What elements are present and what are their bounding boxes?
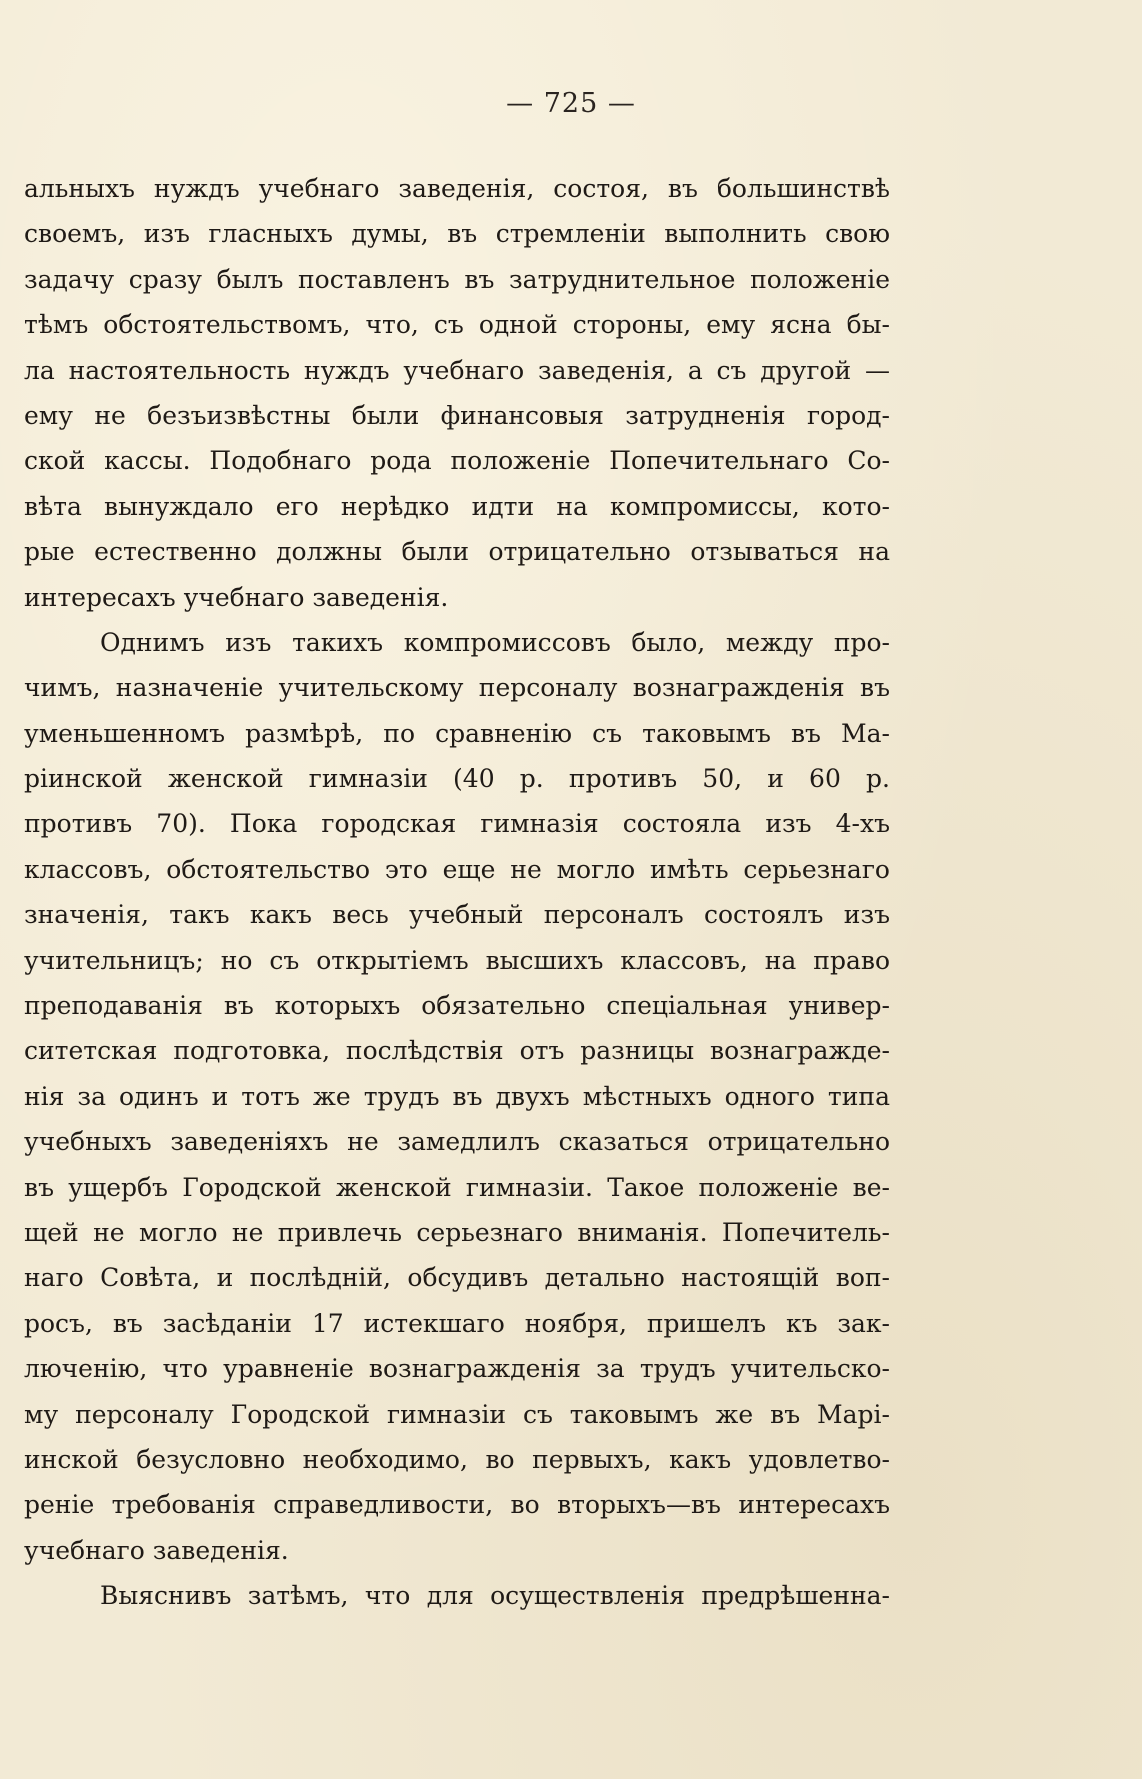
text-line: интересахъ учебнаго заведенія. xyxy=(24,582,449,612)
text-line: задачу сразу былъ поставленъ въ затруднительное положеніе xyxy=(24,264,890,294)
text-line: инской безусловно необходимо, во первыхъ, какъ удовлетво- xyxy=(24,1444,890,1474)
text-line: альныхъ нуждъ учебнаго заведенія, состоя, въ большинствѣ xyxy=(24,174,890,203)
text-line: учительницъ; но съ открытіемъ высшихъ классовъ, на право xyxy=(24,945,890,975)
text-line: учебныхъ заведеніяхъ не замедлилъ сказаться отрицательно xyxy=(24,1127,890,1157)
text-line: ріинской женской гимназіи (40 р. противъ 50, и 60 р. xyxy=(24,764,890,794)
body-text xyxy=(24,166,890,1619)
text-line: люченію, что уравненіе вознагражденія за трудъ учительско- xyxy=(24,1354,890,1384)
paragraph-first-line: Выяснивъ затѣмъ, что для осуществленія предрѣшенна- xyxy=(100,1581,890,1611)
text-line: рые естественно должны были отрицательно отзываться на xyxy=(24,537,890,567)
text-line: классовъ, обстоятельство это еще не могло имѣть серьезнаго xyxy=(24,854,890,884)
paragraph-first-line: Однимъ изъ такихъ компромиссовъ было, между про- xyxy=(100,627,890,657)
text-line: учебнаго заведенія. xyxy=(24,1535,289,1565)
text-line: въ ущербъ Городской женской гимназіи. Такое положеніе ве- xyxy=(24,1172,890,1202)
text-line: своемъ, изъ гласныхъ думы, въ стремленіи выполнить свою xyxy=(24,219,890,249)
text-line: ской кассы. Подобнаго рода положеніе Попечительнаго Со- xyxy=(24,446,890,476)
text-line: чимъ, назначеніе учительскому персоналу вознагражденія въ xyxy=(24,673,890,703)
text-line: уменьшенномъ размѣрѣ, по сравненію съ таковымъ въ Ма- xyxy=(24,718,890,748)
text-line: реніе требованія справедливости, во вторыхъ—въ интересахъ xyxy=(24,1490,890,1520)
text-line: тѣмъ обстоятельствомъ, что, съ одной стороны, ему ясна бы- xyxy=(24,310,890,340)
text-line: ситетская подготовка, послѣдствія отъ разницы вознагражде- xyxy=(24,1036,890,1066)
text-line: значенія, такъ какъ весь учебный персоналъ состоялъ изъ xyxy=(24,900,890,930)
text-line: ему не безъизвѣстны были финансовыя затрудненія город- xyxy=(24,400,890,430)
text-line: нія за одинъ и тотъ же трудъ въ двухъ мѣстныхъ одного типа xyxy=(24,1081,890,1111)
text-line: противъ 70). Пока городская гимназія состояла изъ 4-хъ xyxy=(24,809,890,839)
text-line: наго Совѣта, и послѣдній, обсудивъ детально настоящій воп- xyxy=(24,1263,890,1293)
text-line: щей не могло не привлечь серьезнаго вниманія. Попечитель- xyxy=(24,1217,890,1247)
text-line: ла настоятельность нуждъ учебнаго заведенія, а съ другой — xyxy=(24,355,890,385)
text-line: росъ, въ засѣданіи 17 истекшаго ноября, пришелъ къ зак- xyxy=(24,1308,890,1338)
text-line: преподаванія въ которыхъ обязательно спеціальная универ- xyxy=(24,991,890,1021)
page-number: — 725 — xyxy=(506,88,636,119)
text-line: вѣта вынуждало его нерѣдко идти на компромиссы, кото- xyxy=(24,491,890,521)
text-line: му персоналу Городской гимназіи съ таковымъ же въ Марі- xyxy=(24,1399,890,1429)
